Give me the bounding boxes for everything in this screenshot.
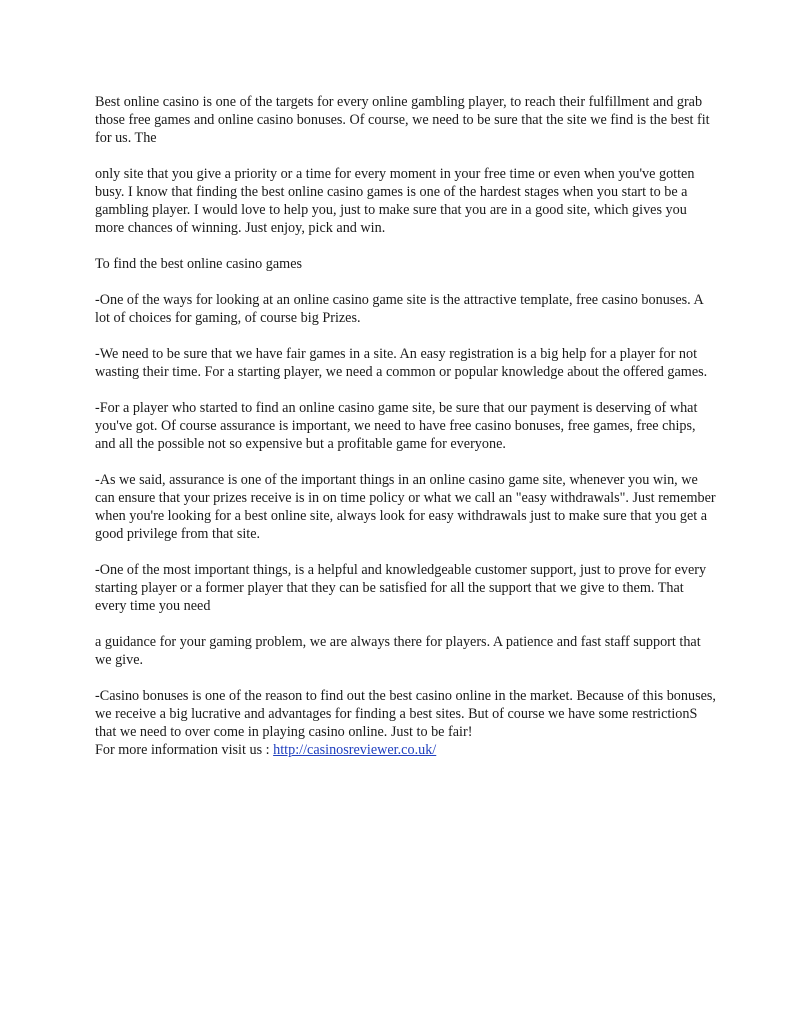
document-page: [95, 93, 717, 759]
footer-prefix: For more information visit us :: [95, 742, 274, 758]
paragraph-support: -One of the most important things, is a helpful and knowledgeable customer support, just to prove for every starting player or a former player that they can be satisfied for all the support that we give to them. That every time you need: [95, 562, 707, 614]
paragraph-fair-games: -We need to be sure that we have fair games in a site. An easy registration is a big help for a player for not wasting their time. For a starting player, we need a common or popular knowledge about the offered games.: [95, 346, 708, 380]
website-link[interactable]: http://casinosreviewer.co.uk/: [273, 742, 437, 758]
section-heading: To find the best online casino games: [95, 256, 303, 272]
footer-line: [95, 741, 717, 759]
paragraph-priority: only site that you give a priority or a time for every moment in your free time or even when you've gotten busy. I know that finding the best online casino games is one of the hardest stages when you start to be a gambling player. I would love to help you, just to make sure that you are in a good site, which gives you more chances of winning. Just enjoy, pick and win.: [95, 166, 695, 236]
paragraph-bonuses: -Casino bonuses is one of the reason to find out the best casino online in the market. Because of this bonuses, we receive a big lucrative and advantages for finding a best sites. But of course we have some restrictionS that we need to over come in playing casino online. Just to be fair!: [95, 688, 716, 740]
paragraph-intro: Best online casino is one of the targets for every online gambling player, to reach their fulfillment and grab those free games and online casino bonuses. Of course, we need to be sure that the site we find is the best fit for us. The: [95, 94, 710, 146]
paragraph-guidance: a guidance for your gaming problem, we are always there for players. A patience and fast staff support that we give.: [95, 634, 701, 668]
paragraph-payment: -For a player who started to find an online casino game site, be sure that our payment is deserving of what you've got. Of course assurance is important, we need to have free casino bonuses, free games, free chips, and all the possible not so expensive but a profitable game for everyone.: [95, 400, 698, 452]
paragraph-withdrawals: -As we said, assurance is one of the important things in an online casino game site, whenever you win, we can ensure that your prizes receive is in on time policy or what we call an "easy withdrawals". Just remember when you're looking for a best online site, always look for easy withdrawals just to make sure that you get a good privilege from that site.: [95, 472, 716, 542]
paragraph-template: -One of the ways for looking at an online casino game site is the attractive template, free casino bonuses. A lot of choices for gaming, of course big Prizes.: [95, 292, 703, 326]
